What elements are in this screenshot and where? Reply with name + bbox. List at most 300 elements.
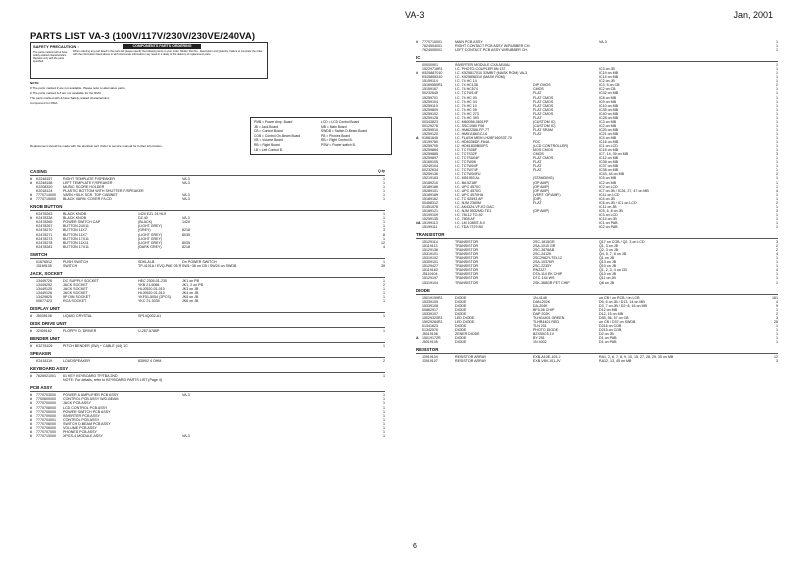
part-description: INVERTER MODULE CXA-M10AL xyxy=(455,63,511,68)
part-quantity: 1 xyxy=(383,286,385,291)
part-number: J3169105 xyxy=(36,263,52,268)
legend-entry: COB = Control On-Beam Board xyxy=(254,133,301,138)
part-quantity: 39 xyxy=(381,263,385,268)
part-description: TRANSISTOR xyxy=(455,252,479,257)
part-description: RIGHT TEMPLATE F/SPEAKER xyxy=(63,177,115,181)
part-description: DIODE xyxy=(455,307,467,312)
part-quantity: 1 xyxy=(383,220,385,225)
part-mark: # xyxy=(30,409,32,414)
part-quantity: 1 xyxy=(383,393,385,398)
part-number: 7770703000 xyxy=(36,393,56,398)
part-spec: EXB-V8V-101-JV xyxy=(533,359,561,364)
part-spec: (CUSTOM IC) xyxy=(533,123,556,128)
part-spec: 2SC-2235Y xyxy=(533,264,552,269)
part-description: I.C. 74 HC138 xyxy=(455,83,478,88)
part-quantity: 1 xyxy=(383,185,385,190)
part-location: Q10 on JB xyxy=(599,264,616,269)
part-quantity: 1 xyxy=(776,91,778,96)
part-description: DIODE xyxy=(455,311,467,316)
part-description: LED DIODE xyxy=(455,319,475,324)
part-location: On POWER SWITCH xyxy=(182,259,217,264)
part-description: LEFT TEMPLATE F/SPEAKER xyxy=(63,181,113,186)
part-number: 15029284R1 xyxy=(422,319,443,324)
section-heading xyxy=(30,366,385,371)
part-quantity: 1 xyxy=(776,192,778,197)
part-description: I.C. 74 HC 10 xyxy=(455,103,477,108)
part-quantity: 1 xyxy=(776,272,778,277)
part-number: 01451578 xyxy=(422,204,438,209)
part-spec: YKC 21-3035 xyxy=(138,299,160,304)
part-description: I.C. TC7W04F xyxy=(455,164,478,169)
part-quantity: 1 xyxy=(383,429,385,434)
part-number: 7624505001 xyxy=(422,48,442,53)
part-description: I.C. K525817010 32MBIT (MASK ROM) VA-3 xyxy=(455,71,528,76)
section-heading xyxy=(416,55,778,60)
part-description: 5P DIN SOCKET xyxy=(63,294,91,299)
section-title: CASING xyxy=(30,169,48,174)
part-quantity: 1 xyxy=(383,181,385,186)
part-description: BLACK KNOB xyxy=(63,216,86,221)
part-location: D5, 6 on JB / D13, 14 on MB xyxy=(599,299,645,304)
part-description: SWITCH xyxy=(63,263,78,268)
part-description: BUTTON 11X11 xyxy=(63,240,89,245)
part-mark: # xyxy=(30,344,32,349)
part-number: 15119113 xyxy=(422,244,438,249)
legend-entry: RB = Right Control B. xyxy=(321,138,353,143)
legend-entry: VB = Volume Board xyxy=(254,138,283,143)
part-mark: # xyxy=(30,393,32,398)
part-description: I.C. NJM 2360M xyxy=(455,200,481,205)
part-quantity: 12 xyxy=(774,355,778,360)
part-description: I.C. NJM 5532MD-TE1 xyxy=(455,208,492,213)
part-number: 00343823 xyxy=(422,119,438,124)
part-mark: # xyxy=(30,413,32,418)
doc-model: VA-3 xyxy=(405,10,425,20)
part-spec: SDKLAI-B xyxy=(138,259,155,264)
part-spec: (CUSTOM IC) xyxy=(533,119,556,124)
part-description: DC SUPPLY SOCKET xyxy=(63,278,99,283)
part-description: PUSH SWITCH xyxy=(63,259,89,264)
part-quantity: 1 xyxy=(776,67,778,72)
part-row xyxy=(416,225,778,229)
part-location: JK4 on JB xyxy=(182,290,199,295)
section-title: DISPLAY UNIT xyxy=(30,306,61,312)
part-quantity: 1 xyxy=(776,107,778,112)
part-quantity: 1 xyxy=(383,374,385,379)
part-location: IC28 on MB xyxy=(599,115,618,120)
part-spec: (OP AMP) xyxy=(533,180,550,185)
part-quantity: 1 xyxy=(776,168,778,173)
part-spec: FLAT xyxy=(533,91,542,96)
part-spec: FLAT xyxy=(533,168,542,173)
part-location: IC38 on MB xyxy=(599,168,618,173)
part-description: I.C. 74 HC 14 xyxy=(455,79,477,84)
part-spec: FLAT xyxy=(533,115,542,120)
part-number: 15159167 xyxy=(422,87,438,92)
part-spec: FLAT CMOS xyxy=(533,99,554,104)
part-quantity: 2 xyxy=(383,282,385,287)
part-description: LED DIODE xyxy=(455,315,475,320)
part-description: VOLUME PCB ASSY xyxy=(63,425,97,430)
part-quantity: 1 xyxy=(383,421,385,426)
part-spec: FLAT xyxy=(533,131,542,136)
part-mark: # xyxy=(416,40,418,44)
part-number: K2478273 xyxy=(36,236,53,241)
part-spec: (BLACK) xyxy=(138,220,153,225)
part-location: RA1, 2, 6, 7, 8, 9, 10, 15, 27, 28, 29, 30 on MB xyxy=(599,355,674,360)
part-location: VA-3 xyxy=(182,433,190,438)
part-location: JK3 on JB xyxy=(182,286,199,291)
part-spec: CMOS xyxy=(533,87,544,92)
part-number: 15319102 xyxy=(422,256,438,261)
part-spec: SP14Q002-A1 xyxy=(138,314,162,319)
part-spec: (LIGHT GREY) xyxy=(138,236,163,241)
part-number: 15189162 xyxy=(422,196,438,201)
part-spec: YKF51-5054 (2PCS) xyxy=(138,294,171,299)
part-number: 15249104 xyxy=(422,164,438,169)
part-location: IC3, 5 on CB xyxy=(599,83,620,88)
part-quantity: 161 xyxy=(772,295,778,300)
part-row xyxy=(416,281,778,285)
doc-date: Jan, 2001 xyxy=(733,10,773,20)
part-quantity: 1 xyxy=(776,63,778,68)
part-quantity: 1 xyxy=(776,307,778,312)
part-number: 15129427 xyxy=(422,264,438,269)
safety-text: The parts marked with Δ have safety-related characteristics. Replace only with the parts specified. xyxy=(33,51,68,63)
part-description: TRANSISTOR xyxy=(455,260,479,265)
part-description: RESISTOR ARRAY xyxy=(455,359,487,364)
legend-entry: LCD = LCD Control Board xyxy=(321,120,360,124)
part-spec: PHOTO DIODE xyxy=(533,327,559,332)
note-1: # The parts marked # are not available. Please refer to alternative parts. xyxy=(30,86,126,90)
part-location: IC43, 44 on MB xyxy=(599,172,624,177)
section-heading xyxy=(30,204,385,209)
section-heading xyxy=(30,306,385,311)
part-number: 15159114 xyxy=(422,79,438,84)
part-spec: BZX55C5.1V xyxy=(533,332,554,336)
part-description: DIODE xyxy=(455,299,467,304)
part-number: 13449252 xyxy=(36,282,52,287)
part-location: IC2 on MB xyxy=(599,123,616,128)
part-quantity: 3 xyxy=(776,315,778,320)
part-number: K2478281 xyxy=(36,244,53,249)
part-quantity: 1 xyxy=(776,111,778,116)
part-description: I.C. 74 HC 09 xyxy=(455,107,477,112)
section-heading xyxy=(30,321,385,326)
part-location: Q8 on JB xyxy=(599,280,614,285)
part-number: 7770706000 xyxy=(36,421,56,426)
part-number: 7770705000 xyxy=(36,409,56,414)
part-location: IC6 on JB / IC1 on LCD xyxy=(599,200,637,205)
part-number: K525887010 xyxy=(422,71,443,76)
part-quantity: 1 xyxy=(776,95,778,100)
part-number: 15259128 xyxy=(422,115,438,120)
part-description: BUTTON 17X11 xyxy=(63,244,89,249)
part-spec: (GREY) xyxy=(138,228,151,233)
part-location: VA-3 xyxy=(182,193,190,198)
part-spec: CMOS xyxy=(533,152,544,157)
section-title: DIODE xyxy=(416,287,430,293)
part-mark: # xyxy=(30,401,32,406)
part-description: BUTTON 17X11 xyxy=(63,236,89,241)
part-number: 15259110 xyxy=(422,103,438,108)
part-quantity: 1 xyxy=(776,280,778,285)
part-location: SW1~38 on CB / SW24 on SWDB xyxy=(182,263,237,268)
part-quantity: 28 xyxy=(774,319,778,324)
part-number: K2018124 xyxy=(36,189,53,194)
part-quantity: 1 xyxy=(776,323,778,328)
part-number: 15129114 xyxy=(422,240,438,245)
part-quantity: 1 xyxy=(776,204,778,209)
part-number: 15259809 xyxy=(422,107,438,112)
part-spec: RN2227 xyxy=(533,268,547,273)
part-number: K525858310 xyxy=(422,75,443,80)
part-description: BLACK KNOB xyxy=(63,212,86,217)
part-quantity: 1 xyxy=(383,278,385,283)
part-number: 13449126 xyxy=(36,290,52,295)
part-mark: # xyxy=(30,425,32,430)
part-quantity: 1 xyxy=(383,405,385,410)
part-mark: # xyxy=(30,329,32,334)
part-spec: (DIP) xyxy=(533,196,542,201)
part-quantity: 1 xyxy=(383,216,385,221)
part-quantity: 1 xyxy=(776,87,778,92)
part-number: 00862917 xyxy=(422,307,438,312)
part-description: ZENER DIODE xyxy=(455,332,480,336)
part-quantity: 1 xyxy=(776,127,778,132)
legend-left xyxy=(254,120,300,152)
part-description: I.C. UPC 4570HA xyxy=(455,192,484,197)
page-title: PARTS LIST VA-3 (100V/117V/230V/230VE/240VA) xyxy=(30,31,256,42)
part-quantity: 3 xyxy=(776,240,778,245)
section-title: KNOB BUTTON xyxy=(30,204,63,210)
part-row xyxy=(30,344,385,348)
part-description: I.C. TC7W08 xyxy=(455,160,476,165)
part-quantity: 1 xyxy=(776,103,778,108)
part-description: I.C. TC7S08F xyxy=(455,148,477,153)
part-description: JACK PCB ASSY xyxy=(63,401,91,406)
part-description: I.C. HM62256LFP-7T xyxy=(455,127,490,132)
part-quantity: 1 xyxy=(383,433,385,438)
part-location: IC11 on JB xyxy=(599,204,617,209)
part-location: IC19 on MB xyxy=(599,71,618,76)
part-number: 13449726 xyxy=(36,278,52,283)
part-number: K2248158 xyxy=(36,181,53,186)
part-quantity: 4 xyxy=(776,252,778,257)
part-spec: HLJ0520-01-010 xyxy=(138,290,165,295)
part-number: 15259102 xyxy=(422,111,438,116)
part-row xyxy=(416,48,778,52)
part-number: 15259885 xyxy=(422,152,438,157)
part-description: I.C. 78L12 TO-92 xyxy=(455,212,483,217)
part-number: 15169105 xyxy=(422,160,438,165)
part-location: IC5 on MB xyxy=(599,176,616,181)
part-description: XPGS-4 MODULE ASSY xyxy=(63,433,103,438)
part-description: I.C. 74 HC 04 xyxy=(455,99,477,104)
part-description: I.C. 74 HC574 xyxy=(455,87,478,92)
right-parts-column xyxy=(416,40,778,363)
part-location: IC14 on MB xyxy=(599,75,618,80)
part-number: 15339105 xyxy=(422,299,438,304)
part-number: K2478271 xyxy=(36,232,53,237)
part-number: J3919107 xyxy=(422,359,438,364)
part-location: IC10 on MB xyxy=(599,103,618,108)
part-spec: YKB 21-5066 xyxy=(138,282,160,287)
part-number: 15289101 xyxy=(422,188,438,193)
part-location: IC2 on PAB xyxy=(599,225,618,230)
part-location: 8035 xyxy=(182,240,190,245)
part-description: RESISTOR ARRAY xyxy=(455,355,487,360)
legend-entry: PMB = Power Amp. Board xyxy=(254,120,293,124)
part-number: K2478338 xyxy=(36,216,53,221)
part-description: TRANSISTOR xyxy=(455,240,479,245)
part-spec: FLAT CMOS xyxy=(533,107,554,112)
section-rule xyxy=(30,258,385,259)
section-rule xyxy=(416,353,778,354)
part-mark: A xyxy=(416,135,419,140)
part-description: TRANSISTOR xyxy=(455,256,479,261)
part-description: BUTTON 11X7 xyxy=(63,232,87,237)
part-description: TRANSISTOR xyxy=(455,276,479,281)
section-title: TRANSISTOR xyxy=(416,232,445,238)
part-spec: DIP CMOS xyxy=(533,83,551,88)
part-row xyxy=(30,378,385,382)
part-quantity: 1 xyxy=(383,397,385,402)
part-number: 15339107 xyxy=(422,311,438,316)
part-description: DIODE xyxy=(455,327,467,332)
section-rule xyxy=(416,61,778,62)
part-location: IC21 on MB xyxy=(599,131,618,136)
part-quantity: 1 xyxy=(776,115,778,120)
part-description: PITCH BENDER (SW) + CABLE (44) 1C xyxy=(63,344,128,349)
part-quantity: 2 xyxy=(776,172,778,177)
part-quantity: 1 xyxy=(776,131,778,136)
part-description: I.C. AK4324-VF-E2 DAC xyxy=(455,204,495,209)
part-quantity: 1 xyxy=(776,212,778,217)
part-location: Q2, 3 on JB xyxy=(599,248,618,253)
part-number: 7770710001 xyxy=(422,40,442,44)
part-spec: FLAT CMOS xyxy=(533,156,554,161)
section-title: BENDER UNIT xyxy=(30,336,61,342)
part-number: 7626921001 xyxy=(36,374,56,379)
part-quantity: 1 xyxy=(383,294,385,299)
part-number: K2478270 xyxy=(36,228,53,233)
part-spec: TP-4101A / EVQ-PAE 05 R xyxy=(138,263,182,268)
part-number: 01342576 xyxy=(422,327,438,332)
part-description: TRANSISTOR xyxy=(455,280,479,285)
part-spec: DAP 202K xyxy=(533,311,550,316)
part-number: 15199111 xyxy=(422,225,438,230)
part-description: I.C. TC7S32F xyxy=(455,152,477,157)
part-quantity: 4 xyxy=(383,244,385,249)
part-row xyxy=(30,329,385,333)
part-location: IC12 on MB xyxy=(599,156,618,161)
part-spec: HEC 2305-01-230 xyxy=(138,278,167,283)
part-quantity: 1 xyxy=(776,327,778,332)
part-number: K2208320 xyxy=(36,185,53,190)
part-quantity: 1 xyxy=(776,99,778,104)
part-location: Q1, 3 on JB xyxy=(599,244,618,249)
part-number: 01661645 xyxy=(422,135,438,140)
part-mark: A xyxy=(416,336,419,341)
part-quantity: 1 xyxy=(383,197,385,202)
part-location: D12 on MB xyxy=(599,307,617,312)
part-number: 00000901 xyxy=(422,63,438,68)
part-description: TRANSISTOR xyxy=(455,268,479,273)
section-title: IC xyxy=(416,55,421,61)
part-location: IC3 on JB xyxy=(599,67,615,72)
part-description: I.C. HM51186GCJ-6 xyxy=(455,131,488,136)
part-number: 15259135 xyxy=(422,216,438,221)
part-spec: DTA-114 EK CHIP xyxy=(533,272,563,277)
part-spec: MOS CMOS xyxy=(533,148,553,153)
part-location: IC35 on MB xyxy=(599,107,618,112)
part-description: I.C. M60056-0601FP xyxy=(455,119,489,124)
part-quantity: 3 xyxy=(776,359,778,364)
part-number: J5039108 xyxy=(36,314,52,319)
part-spec: (VERT. OP.AMP.) xyxy=(533,192,561,197)
section-heading xyxy=(416,347,778,352)
board-legend xyxy=(250,117,392,155)
part-number: 15259701 xyxy=(422,95,438,100)
part-description: JACK SOCKET xyxy=(63,282,88,287)
part-spec: 2SC2982Y-TEL12 xyxy=(533,256,562,261)
part-location: IC5, 6, 8 on JB xyxy=(599,208,623,213)
part-number: 7770704001 xyxy=(36,417,56,422)
part-description: NOTE: For details, refer to KEYBOARD PARTS LIST (Page 4) xyxy=(63,378,163,383)
section-heading xyxy=(30,252,385,257)
part-mark: # xyxy=(30,374,32,379)
part-quantity: 3 xyxy=(383,228,385,233)
part-number: 15019172R xyxy=(422,336,441,341)
part-spec: FDC xyxy=(533,140,541,145)
part-number: 15189189 xyxy=(422,192,438,197)
part-description: I.C. UPC 4570C xyxy=(455,184,481,189)
part-location: Q1 on JB xyxy=(599,256,614,261)
part-quantity: 1 xyxy=(776,256,778,261)
part-description: TRANSISTOR xyxy=(455,244,479,249)
safety-title: SAFETY PRECAUTION : xyxy=(33,44,79,49)
part-description: DIODE xyxy=(455,303,467,308)
part-number: J5019106 xyxy=(422,332,438,336)
part-row xyxy=(30,299,385,303)
part-number: 7770715000 xyxy=(36,197,56,202)
part-location: IC8 on MB xyxy=(599,95,616,100)
part-spec: BF5-06 CHIP xyxy=(533,307,555,312)
legend-entry: CB = Control Board xyxy=(254,129,283,134)
section-rule xyxy=(30,391,385,392)
part-quantity: 1 xyxy=(776,340,778,345)
part-number: 15259897 xyxy=(422,156,438,161)
part-description: I.C. TC7W74F xyxy=(455,168,478,173)
part-spec: 2SC-2878AB xyxy=(533,248,554,253)
part-location: on CB / D37 on SWDB xyxy=(599,319,636,324)
note-3: The parts marked with Δ have Safety-related characteristics. xyxy=(30,96,111,100)
part-description: I.C. 74 HC 273 xyxy=(455,111,479,116)
part-location: IC20 on MB xyxy=(599,127,618,132)
part-description: LIQUID CRYSTAL xyxy=(63,314,93,319)
part-quantity: 3 xyxy=(776,208,778,213)
section-title: KEYBOARD ASSY xyxy=(30,366,69,372)
part-spec: 8359/2 4 OHM xyxy=(138,359,162,364)
part-location: JK6 on JB xyxy=(182,299,199,304)
part-description: I.C. 74 HC 00 xyxy=(455,95,477,100)
section-rule xyxy=(30,312,385,313)
part-mark: # xyxy=(30,181,32,186)
part-location: IC7, 14, 39 on MB xyxy=(599,152,628,157)
part-location: IC4 on JB xyxy=(599,196,615,201)
part-number: 00129278 xyxy=(422,123,438,128)
